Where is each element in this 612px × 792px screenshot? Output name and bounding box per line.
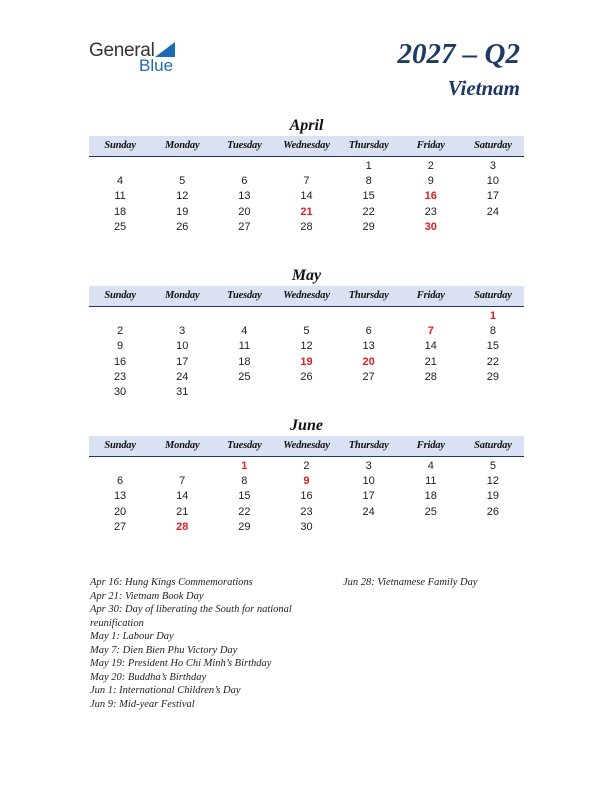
day-cell: 12	[486, 475, 500, 488]
day-cell: 4	[241, 325, 248, 338]
month-june	[89, 416, 524, 535]
day-cell	[400, 520, 462, 535]
day-cell: 20	[113, 505, 127, 518]
day-cell: 7	[303, 175, 310, 188]
day-cell: 12	[176, 190, 189, 203]
week-row	[89, 324, 524, 339]
day-cell: 2	[303, 460, 310, 472]
day-cell: 18	[238, 355, 251, 368]
day-cell: 16	[300, 490, 313, 503]
day-cell: 26	[486, 505, 500, 518]
holiday-entry: Jun 1: International Children’s Day	[90, 685, 241, 696]
day-cell: 15	[486, 340, 500, 353]
day-cell: 25	[113, 220, 127, 233]
holiday-entry: May 20: Buddha’s Birthday	[90, 671, 207, 683]
day-cell	[213, 159, 275, 174]
weekday-label: Wednesday	[283, 290, 330, 301]
day-cell	[275, 309, 337, 324]
weekday-label: Monday	[165, 290, 200, 301]
week-row	[89, 205, 524, 220]
holiday-entry: May 7: Dien Bien Phu Victory Day	[90, 644, 238, 656]
weekday-header	[89, 436, 524, 457]
day-cell: 14	[176, 490, 189, 503]
holiday-entry: Jun 28: Vietnamese Family Day	[343, 577, 478, 588]
day-cell	[151, 459, 213, 474]
week-row	[89, 474, 524, 489]
holiday-entry: Apr 16: Hung Kings Commemorations	[90, 577, 253, 588]
day-cell: 21	[176, 505, 189, 518]
day-cell: 3	[365, 460, 372, 472]
holiday-day-cell: 20	[362, 355, 375, 368]
day-cell: 23	[113, 370, 127, 383]
day-cell: 18	[113, 205, 127, 218]
day-cell: 2	[427, 160, 434, 172]
day-cell	[400, 385, 462, 400]
day-cell: 8	[241, 475, 248, 488]
day-cell: 29	[486, 370, 500, 383]
day-cell	[89, 309, 151, 324]
day-cell: 20	[238, 205, 251, 218]
day-cell: 4	[117, 175, 124, 188]
holiday-day-cell: 1	[241, 460, 248, 472]
weekday-label: Friday	[416, 140, 445, 151]
country-name: Vietnam	[447, 76, 520, 100]
day-cell: 12	[300, 340, 313, 353]
day-cell: 23	[424, 205, 437, 218]
day-cell	[275, 385, 337, 400]
week-row	[89, 505, 524, 520]
day-cell: 27	[238, 220, 251, 233]
day-cell: 10	[362, 475, 375, 488]
week-row	[89, 385, 524, 400]
day-cell: 24	[176, 370, 189, 383]
day-cell: 27	[113, 520, 127, 533]
day-cell: 25	[238, 370, 251, 383]
day-cell: 3	[489, 160, 496, 172]
day-cell	[338, 520, 400, 535]
month-name: April	[289, 117, 324, 134]
week-row	[89, 459, 524, 474]
day-cell: 28	[300, 220, 313, 233]
day-cell: 11	[238, 340, 251, 353]
day-cell: 22	[486, 355, 500, 368]
weekday-header	[89, 286, 524, 307]
weekday-label: Thursday	[348, 140, 389, 151]
day-cell	[89, 459, 151, 474]
day-cell: 6	[117, 475, 124, 488]
day-cell	[275, 159, 337, 174]
day-cell: 8	[489, 325, 496, 338]
day-cell: 28	[424, 370, 437, 383]
day-cell: 26	[176, 220, 189, 233]
day-cell: 29	[362, 220, 375, 233]
week-row	[89, 309, 524, 324]
weekday-label: Sunday	[104, 140, 136, 151]
day-cell: 24	[362, 505, 375, 518]
holiday-day-cell: 9	[303, 475, 310, 488]
week-row	[89, 355, 524, 370]
holiday-entry: May 1: Labour Day	[90, 631, 174, 642]
weekday-label: Wednesday	[283, 140, 330, 151]
day-cell: 15	[362, 190, 375, 203]
day-cell	[462, 520, 524, 535]
holiday-day-cell: 16	[424, 190, 437, 203]
day-cell: 17	[362, 490, 375, 503]
day-cell: 14	[424, 340, 437, 353]
weeks	[89, 457, 524, 535]
weekday-label: Sunday	[104, 440, 136, 451]
week-row	[89, 174, 524, 189]
day-cell: 30	[300, 520, 313, 533]
day-cell: 10	[486, 175, 500, 188]
week-row	[89, 189, 524, 204]
weekday-label: Saturday	[474, 440, 512, 451]
logo-triangle-icon	[155, 42, 175, 57]
week-row	[89, 489, 524, 504]
weeks	[89, 157, 524, 235]
week-row	[89, 159, 524, 174]
day-cell: 6	[365, 325, 372, 338]
day-cell	[151, 309, 213, 324]
weekday-label: Saturday	[474, 290, 512, 301]
holiday-day-cell: 21	[300, 205, 313, 218]
day-cell: 10	[176, 340, 189, 353]
weekday-label: Sunday	[104, 290, 136, 301]
month-name: May	[291, 267, 322, 284]
day-cell: 21	[424, 355, 437, 368]
day-cell: 5	[303, 325, 310, 338]
day-cell	[213, 309, 275, 324]
day-cell	[338, 385, 400, 400]
holiday-entry: Apr 21: Vietnam Book Day	[90, 590, 204, 602]
day-cell: 8	[365, 175, 372, 188]
logo-general-text: General	[89, 40, 155, 61]
day-cell	[400, 309, 462, 324]
day-cell: 22	[362, 205, 375, 218]
day-cell: 13	[238, 190, 251, 203]
day-cell: 5	[179, 175, 186, 188]
holiday-day-cell: 1	[489, 310, 496, 322]
weekday-label: Thursday	[348, 290, 389, 301]
holiday-list-right	[343, 576, 543, 590]
month-may	[89, 266, 524, 400]
holiday-day-cell: 7	[427, 325, 434, 338]
holiday-list-left	[90, 576, 340, 711]
day-cell: 13	[113, 490, 127, 503]
day-cell: 3	[179, 325, 186, 338]
day-cell: 31	[176, 385, 189, 398]
weekday-header	[89, 136, 524, 157]
month-name: June	[290, 417, 323, 434]
day-cell: 19	[486, 490, 500, 503]
week-row	[89, 220, 524, 235]
holiday-entry: reunification	[90, 617, 144, 629]
day-cell: 24	[486, 205, 500, 218]
day-cell: 26	[300, 370, 313, 383]
day-cell: 4	[427, 460, 434, 472]
day-cell: 17	[486, 190, 500, 203]
holiday-entry: Apr 30: Day of liberating the South for national	[90, 604, 292, 615]
day-cell: 19	[176, 205, 189, 218]
weekday-label: Friday	[416, 290, 445, 301]
day-cell: 25	[424, 505, 437, 518]
weekday-label: Tuesday	[227, 140, 262, 151]
week-row	[89, 520, 524, 535]
weekday-label: Wednesday	[283, 440, 330, 451]
day-cell: 13	[362, 340, 375, 353]
logo-blue-text: Blue	[139, 56, 174, 75]
day-cell	[462, 385, 524, 400]
day-cell	[462, 220, 524, 235]
page-title: 2027 – Q2	[397, 38, 520, 70]
day-cell: 18	[424, 490, 437, 503]
weeks	[89, 307, 524, 400]
day-cell	[213, 385, 275, 400]
day-cell: 29	[238, 520, 251, 533]
day-cell: 1	[365, 160, 372, 172]
day-cell: 15	[238, 490, 251, 503]
weekday-label: Tuesday	[227, 290, 262, 301]
holiday-entry: May 19: President Ho Chi Minh’s Birthday	[90, 658, 272, 669]
holiday-day-cell: 19	[300, 355, 313, 368]
day-cell: 2	[117, 325, 124, 338]
weekday-label: Tuesday	[227, 440, 262, 451]
day-cell: 22	[238, 505, 251, 518]
weekday-label: Monday	[165, 140, 200, 151]
week-row	[89, 339, 524, 354]
day-cell: 14	[300, 190, 313, 203]
holiday-day-cell: 28	[176, 520, 189, 533]
day-cell: 9	[427, 175, 434, 188]
day-cell: 11	[114, 190, 126, 203]
day-cell	[338, 309, 400, 324]
holiday-day-cell: 30	[424, 220, 437, 233]
day-cell: 5	[489, 460, 496, 472]
day-cell: 7	[179, 475, 186, 488]
logo	[89, 40, 209, 80]
day-cell: 27	[362, 370, 375, 383]
day-cell	[89, 159, 151, 174]
weekday-label: Saturday	[474, 140, 512, 151]
holiday-entry: Jun 9: Mid-year Festival	[90, 698, 195, 710]
day-cell: 11	[425, 475, 437, 488]
day-cell: 30	[113, 385, 127, 398]
weekday-label: Friday	[416, 440, 445, 451]
month-april	[89, 116, 524, 235]
day-cell: 6	[241, 175, 248, 188]
day-cell	[151, 159, 213, 174]
day-cell: 17	[176, 355, 189, 368]
day-cell: 23	[300, 505, 313, 518]
day-cell: 16	[113, 355, 127, 368]
weekday-label: Thursday	[348, 440, 389, 451]
week-row	[89, 370, 524, 385]
day-cell: 9	[117, 340, 124, 353]
weekday-label: Monday	[165, 440, 200, 451]
